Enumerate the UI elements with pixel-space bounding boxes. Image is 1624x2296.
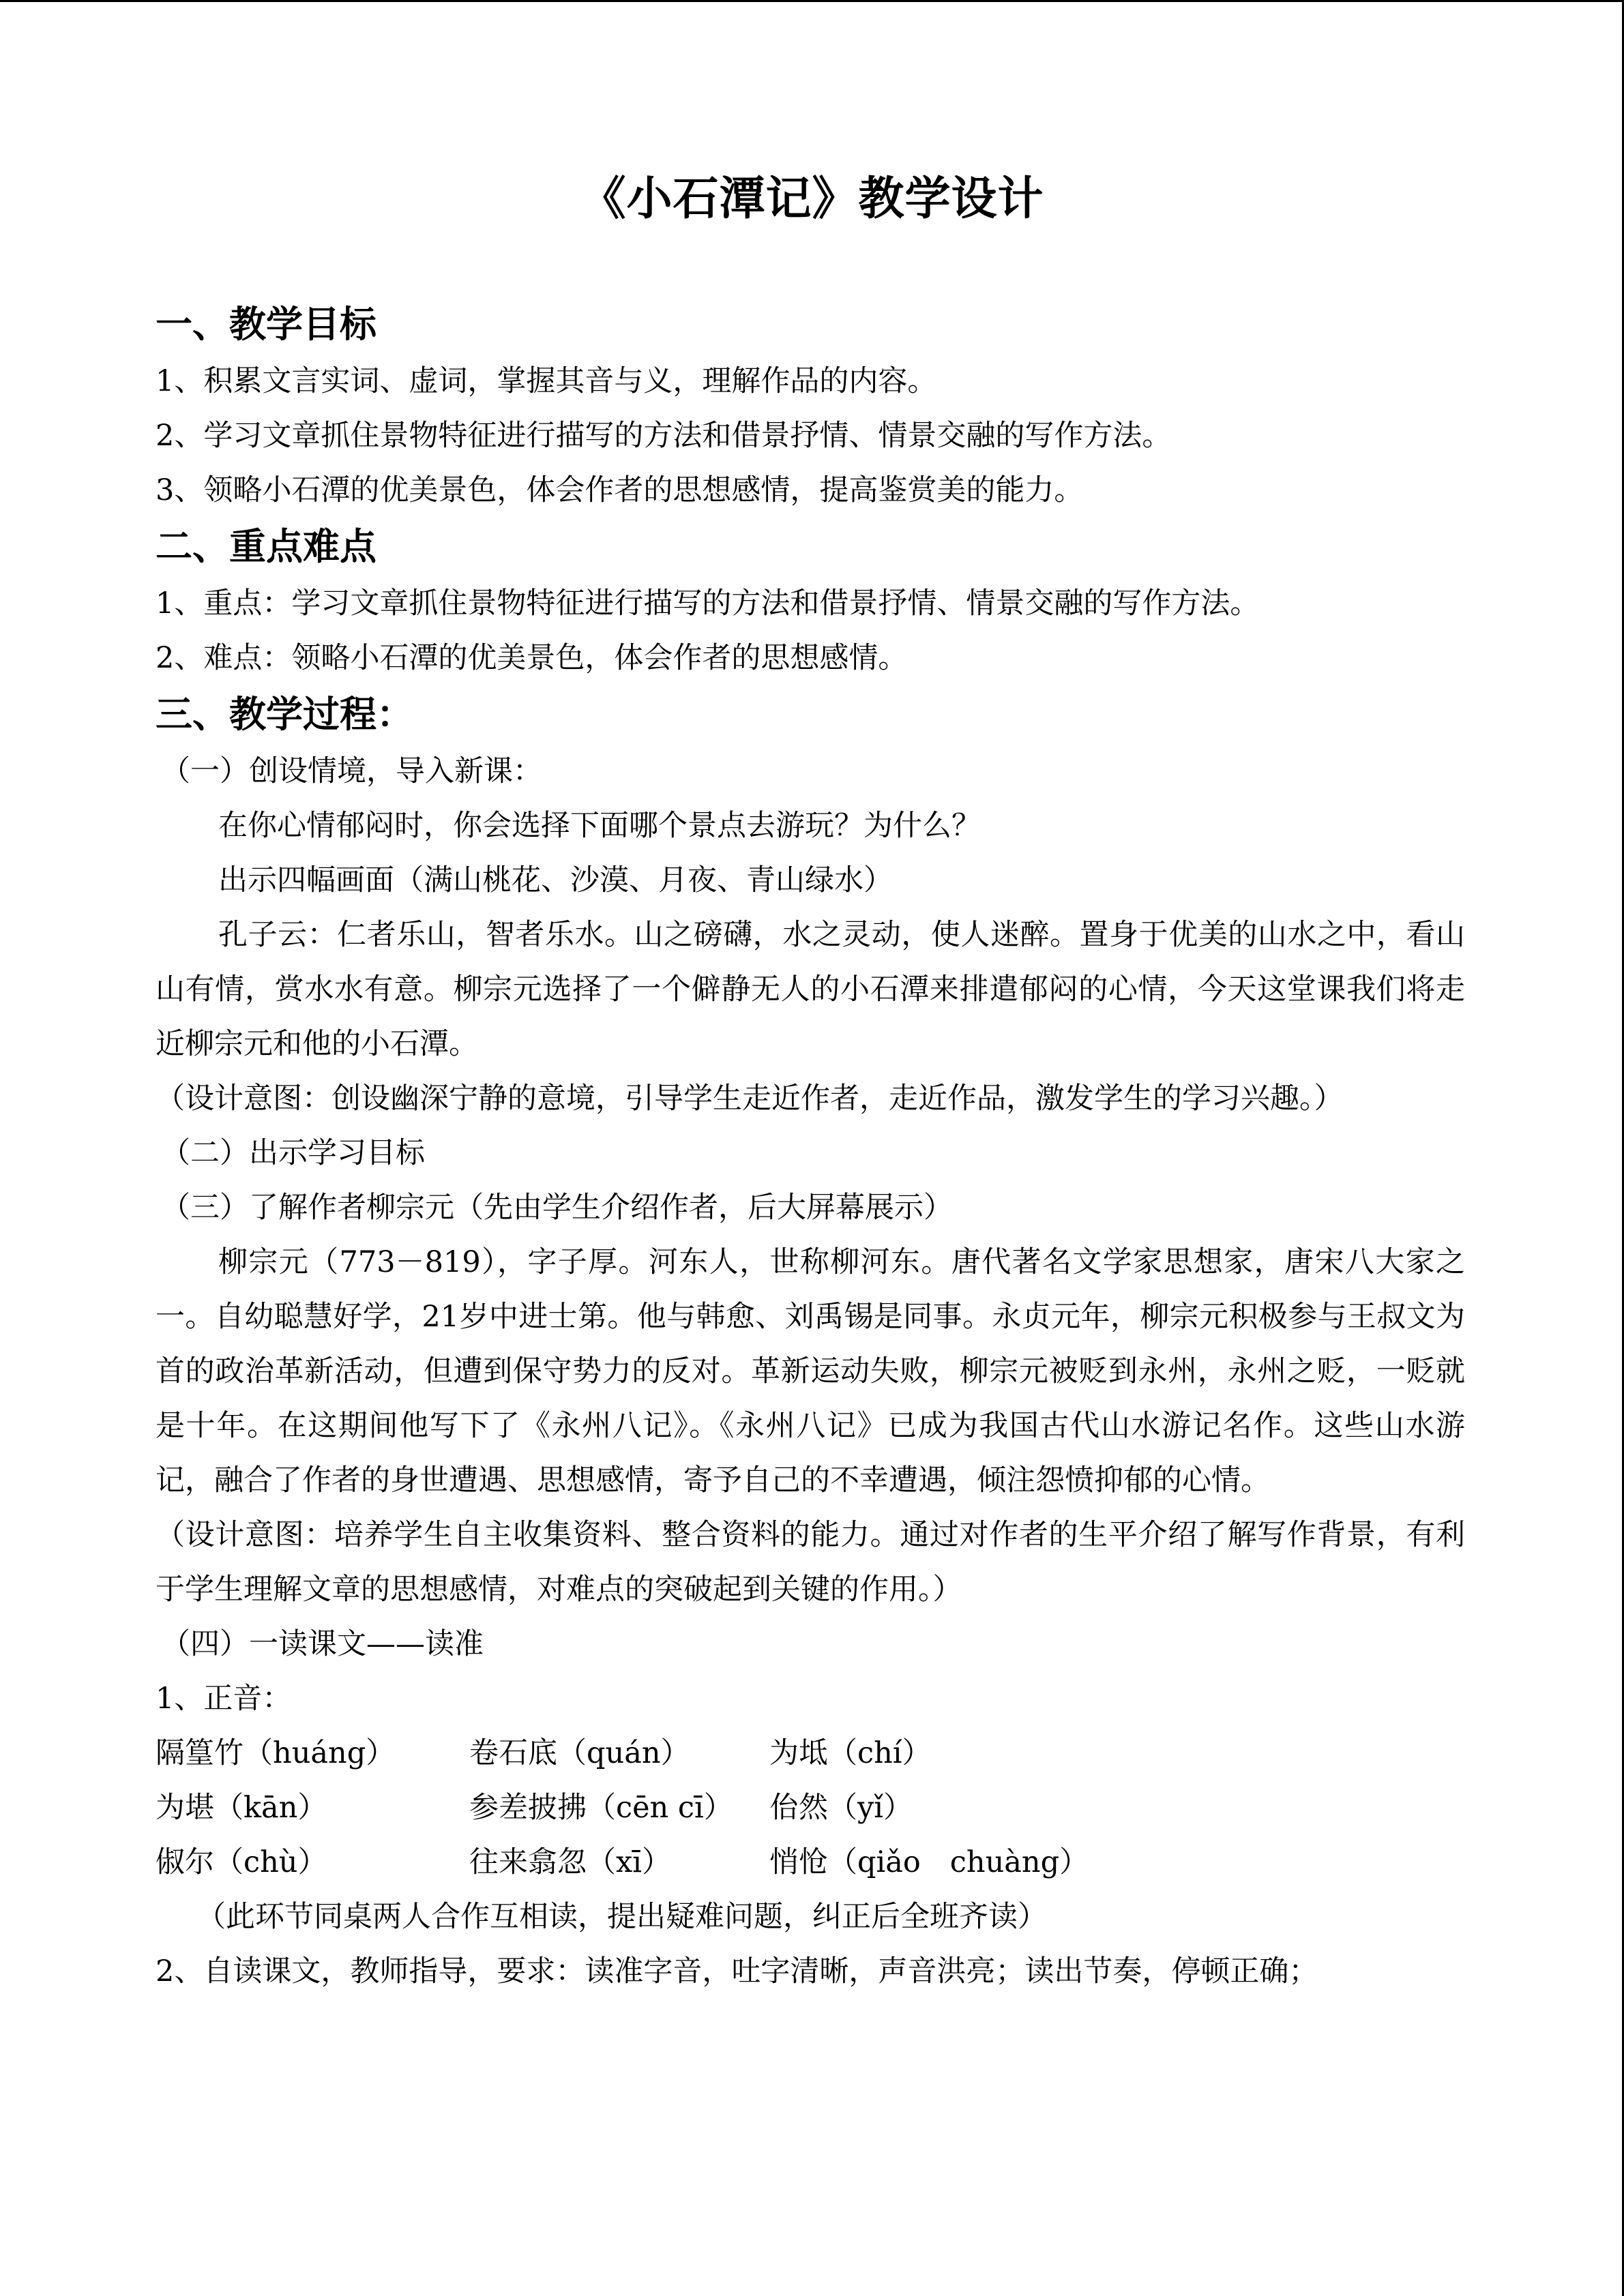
author-bio-paragraph: 柳宗元（773－819），字子厚。河东人，世称柳河东。唐代著名文学家思想家，唐宋八大家之一。自幼聪慧好学，21岁中进士第。他与韩愈、刘禹锡是同事。永贞元年，柳宗元积极参与王叔文为首的政治革新活动，但遭到保守势力的反对。革新运动失败，柳宗元被贬到永州，永州之贬，一贬就是十年。在这期间他写下了《永州八记》。《永州八记》已成为我国古代山水游记名作。这些山水游记，融合了作者的身世遭遇、思想感情，寄予自己的不幸遭遇，倾注怨愤抑郁的心情。	[156, 1245, 1465, 1497]
pinyin-entry: 俶尔（chù）	[156, 1845, 327, 1879]
pinyin-entry: 为坻（chí）	[769, 1736, 932, 1770]
section-heading-goals: 一、教学目标	[156, 303, 377, 346]
part1-heading: （一）创设情境，导入新课：	[161, 754, 542, 788]
part2-heading: （二）出示学习目标	[161, 1136, 425, 1170]
pinyin-row	[156, 1726, 1465, 1780]
pinyin-entry: 参差披拂（cēn cī）	[469, 1791, 733, 1825]
section-heading-process: 三、教学过程：	[156, 693, 413, 736]
pinyin-entry: 悄怆（qiǎo chuàng）	[769, 1845, 1089, 1879]
self-reading-instruction: 2、自读课文，教师指导，要求：读准字音，吐字清晰，声音洪亮；读出节奏，停顿正确；	[156, 1954, 1318, 1988]
goal-item: 3、领略小石潭的优美景色，体会作者的思想感情，提高鉴赏美的能力。	[156, 473, 1084, 507]
pair-reading-note: （此环节同桌两人合作互相读，提出疑难问题，纠正后全班齐读）	[196, 1900, 1047, 1934]
document-body	[156, 295, 1465, 1999]
part1-pictures: 出示四幅画面（满山桃花、沙漠、月夜、青山绿水）	[218, 863, 893, 897]
pinyin-row	[156, 1780, 1465, 1835]
part1-design-note: （设计意图：创设幽深宁静的意境，引导学生走近作者，走近作品，激发学生的学习兴趣。）	[156, 1082, 1344, 1116]
pinyin-row	[156, 1835, 1465, 1890]
part1-question: 在你心情郁闷时，你会选择下面哪个景点去游玩？为什么？	[218, 809, 981, 843]
pinyin-entry: 佁然（yǐ）	[769, 1791, 913, 1825]
pronunciation-label: 1、正音：	[156, 1682, 292, 1716]
part1-intro-paragraph: 孔子云：仁者乐山，智者乐水。山之磅礴，水之灵动，使人迷醉。置身于优美的山水之中，看山山有情，赏水水有意。柳宗元选择了一个僻静无人的小石潭来排遣郁闷的心情，今天这堂课我们将走近柳宗元和他的小石潭。	[156, 918, 1465, 1061]
part3-heading: （三）了解作者柳宗元（先由学生介绍作者，后大屏幕展示）	[161, 1191, 953, 1225]
part4-heading: （四）一读课文——读准	[161, 1627, 484, 1661]
pinyin-entry: 卷石底（quán）	[469, 1736, 690, 1770]
goal-item: 2、学习文章抓住景物特征进行描写的方法和借景抒情、情景交融的写作方法。	[156, 419, 1172, 453]
document-title: 《小石潭记》教学设计	[580, 172, 1044, 225]
pinyin-entry: 隔篁竹（huáng）	[156, 1736, 396, 1770]
key-point-item: 2、难点：领略小石潭的优美景色，体会作者的思想感情。	[156, 641, 908, 675]
pinyin-entry: 为堪（kān）	[156, 1791, 327, 1825]
section-heading-key-points: 二、重点难点	[156, 525, 377, 568]
goal-item: 1、积累文言实词、虚词，掌握其音与义，理解作品的内容。	[156, 364, 937, 398]
part3-design-note: （设计意图：培养学生自主收集资料、整合资料的能力。通过对作者的生平介绍了解写作背景，有利于学生理解文章的思想感情，对难点的突破起到关键的作用。）	[156, 1518, 1465, 1607]
pinyin-entry: 往来翕忽（xī）	[469, 1845, 672, 1879]
key-point-item: 1、重点：学习文章抓住景物特征进行描写的方法和借景抒情、情景交融的写作方法。	[156, 586, 1260, 621]
